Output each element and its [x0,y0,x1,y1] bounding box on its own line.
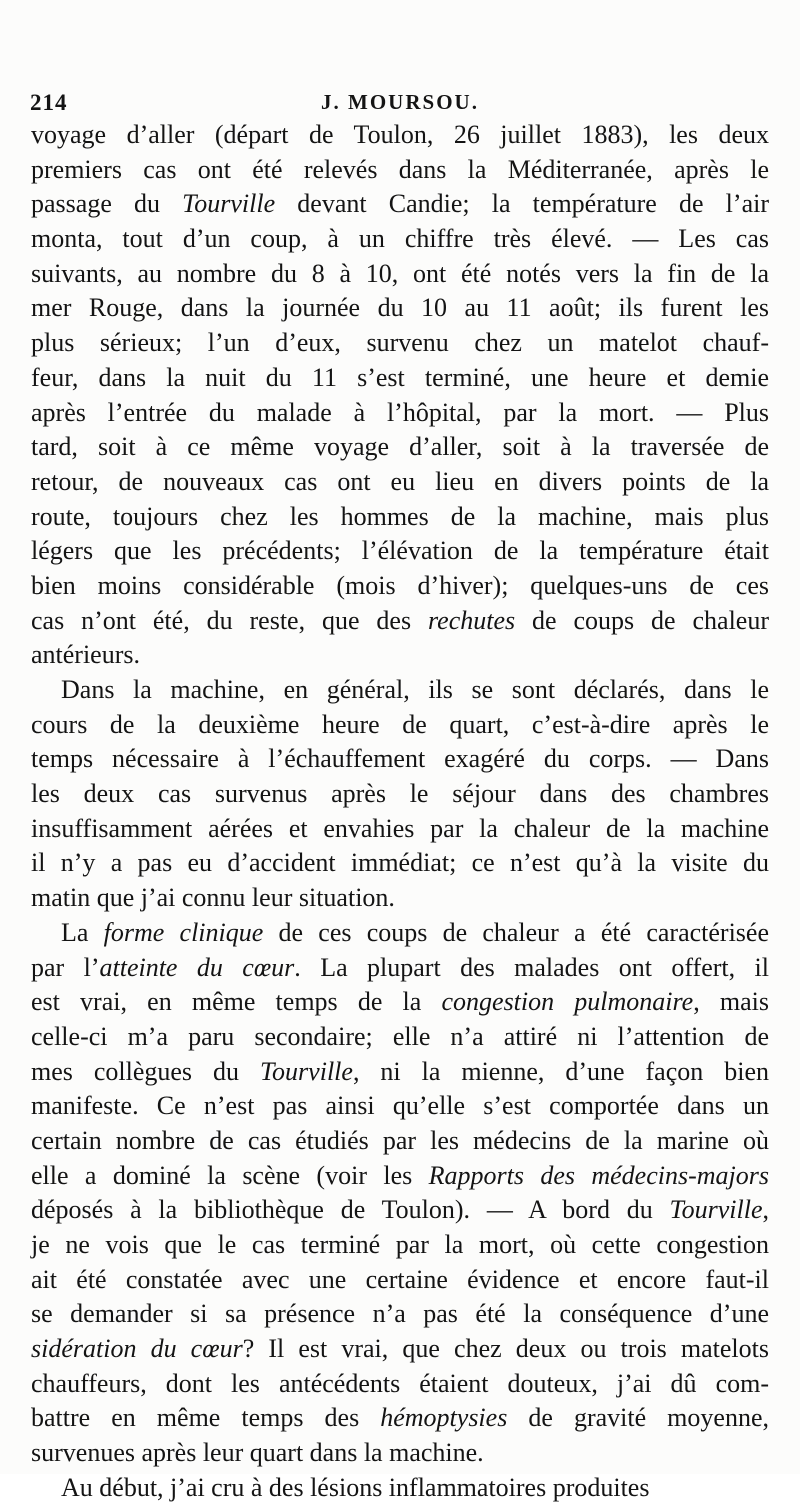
text-line [31,916,769,951]
italic-run: sidération du cœur [31,1334,243,1364]
text-run: Dans la machine, en général, ils se sont déclarés, dans le [61,675,769,704]
text-line [31,708,769,743]
text-line [31,742,769,777]
text-run: battre en même temps des [31,1403,381,1433]
italic-run: congestion pulmonaire [441,987,694,1017]
text-run: monta, tout d’un coup, à un chiffre très élevé. — Les cas [31,224,769,254]
text-run: est vrai, en même temps de la [31,987,442,1017]
text-run: antérieurs. [31,640,141,670]
text-run: . La plupart des malades ont offert, il [294,952,769,982]
italic-run: hémoptysies [380,1403,508,1433]
text-run: tard, soit à ce même voyage d’aller, soit à la traversée de [31,432,769,462]
text-line [31,396,769,431]
text-run: voyage d’aller (départ de Toulon, 26 juillet 1883), les deux [31,120,769,149]
page-number: 214 [30,90,68,115]
text-run: survenues après leur quart dans la machine. [31,1438,484,1468]
text-run: devant Candie; la température de l’air [275,189,769,219]
text-line [31,222,769,257]
text-run: après l’entrée du malade à l’hôpital, par la mort. — Plus [31,397,769,427]
italic-run: Tourville [259,1056,353,1086]
running-title: J. MOURSOU. [321,90,479,114]
text-run: mer Rouge, dans la journée du 10 au 11 août; ils furent les [31,293,769,323]
running-head [30,84,770,120]
italic-run: Tourville [669,1195,763,1225]
text-run: , ni la mienne, d’une façon bien [352,1056,769,1086]
text-line [31,361,769,396]
text-line [31,430,769,465]
text-run: les deux cas survenus après le séjour dans des chambres [31,779,769,809]
text-run: je ne vois que le cas terminé par la mort, où cette congestion [31,1230,769,1259]
text-line [31,1263,769,1298]
text-line [31,534,769,569]
text-run: celle-ci m’a paru secondaire; elle n’a attiré ni l’attention de [31,1021,769,1051]
text-run: cas n’ont été, du reste, que des [31,605,428,635]
text-line [31,985,769,1020]
text-line [31,187,769,222]
text-line [31,1124,769,1159]
italic-run: rechutes [428,605,516,635]
text-run: il n’y a pas eu d’accident immédiat; ce n’est qu’à la visite du [31,848,769,878]
text-line [31,1471,769,1506]
text-run: se demander si sa présence n’a pas été la conséquence d’une [31,1299,769,1329]
text-line [31,812,769,847]
text-line [31,777,769,812]
text-run: retour, de nouveaux cas ont eu lieu en divers points de la [31,466,769,496]
text-line [31,881,769,916]
text-line [31,1228,769,1263]
text-run: passage du [31,189,183,219]
text-line [31,951,769,986]
text-line [31,153,769,188]
text-run: manifeste. Ce n’est pas ainsi qu’elle s’est comportée dans un [31,1091,769,1121]
text-run: La [61,917,104,947]
text-run: Au début, j’ai cru à des lésions inflammatoires produites [61,1472,650,1502]
text-line [31,1297,769,1332]
text-line [31,1367,769,1402]
text-line [31,1020,769,1055]
text-line [31,604,769,639]
text-line [31,291,769,326]
text-line [31,846,769,881]
text-line [31,326,769,361]
text-line [31,1089,769,1124]
text-run: , [762,1195,769,1225]
text-run: bien moins considérable (mois d’hiver); quelques-uns de ces [31,570,769,600]
text-line [31,1401,769,1436]
text-line [31,1159,769,1194]
text-line [31,638,769,673]
text-run: mes collègues du [31,1056,260,1086]
text-run: premiers cas ont été relevés dans la Méditerranée, après le [31,154,769,184]
text-run: déposés à la bibliothèque de Toulon). — A bord du [31,1195,670,1225]
body-text [31,118,769,1506]
text-run: par l’ [31,952,100,982]
text-line [31,257,769,292]
text-line [31,1055,769,1090]
italic-run: forme clinique [103,917,264,947]
text-run: de ces coups de chaleur a été caractérisée [263,917,770,947]
text-run: route, toujours chez les hommes de la machine, mais plus [31,501,769,531]
text-run: légers que les précédents; l’élévation de la température était [31,536,769,566]
text-line [31,1193,769,1228]
text-run: suivants, au nombre du 8 à 10, ont été notés vers la fin de la [31,258,769,288]
text-line [31,673,769,708]
text-run: ? Il est vrai, que chez deux ou trois matelots [242,1334,769,1364]
text-run: de coups de chaleur [515,605,769,635]
text-run: elle a dominé la scène (voir les [31,1160,429,1190]
italic-run: Rapports des médecins-majors [428,1160,769,1190]
text-line [31,569,769,604]
text-line [31,1332,769,1367]
text-run: ait été constatée avec une certaine évidence et encore faut-il [31,1264,769,1294]
text-line [31,118,769,153]
text-run: temps nécessaire à l’échauffement exagéré du corps. — Dans [31,744,769,774]
text-run: de gravité moyenne, [507,1403,769,1433]
text-run: cours de la deuxième heure de quart, c’est-à-dire après le [31,709,769,739]
text-line [31,465,769,500]
italic-run: atteinte du cœur [99,952,295,982]
text-line [31,500,769,535]
italic-run: Tourville [182,189,276,219]
text-run: certain nombre de cas étudiés par les médecins de la marine où [31,1125,769,1155]
text-run: matin que j’ai connu leur situation. [31,883,395,913]
text-run: chauffeurs, dont les antécédents étaient douteux, j’ai dû com- [31,1368,769,1398]
text-run: plus sérieux; l’un d’eux, survenu chez un matelot chauf- [31,328,769,358]
text-run: , mais [693,987,769,1017]
text-line [31,1436,769,1471]
text-run: feur, dans la nuit du 11 s’est terminé, une heure et demie [31,362,769,392]
text-run: insuffisamment aérées et envahies par la chaleur de la machine [31,813,769,843]
